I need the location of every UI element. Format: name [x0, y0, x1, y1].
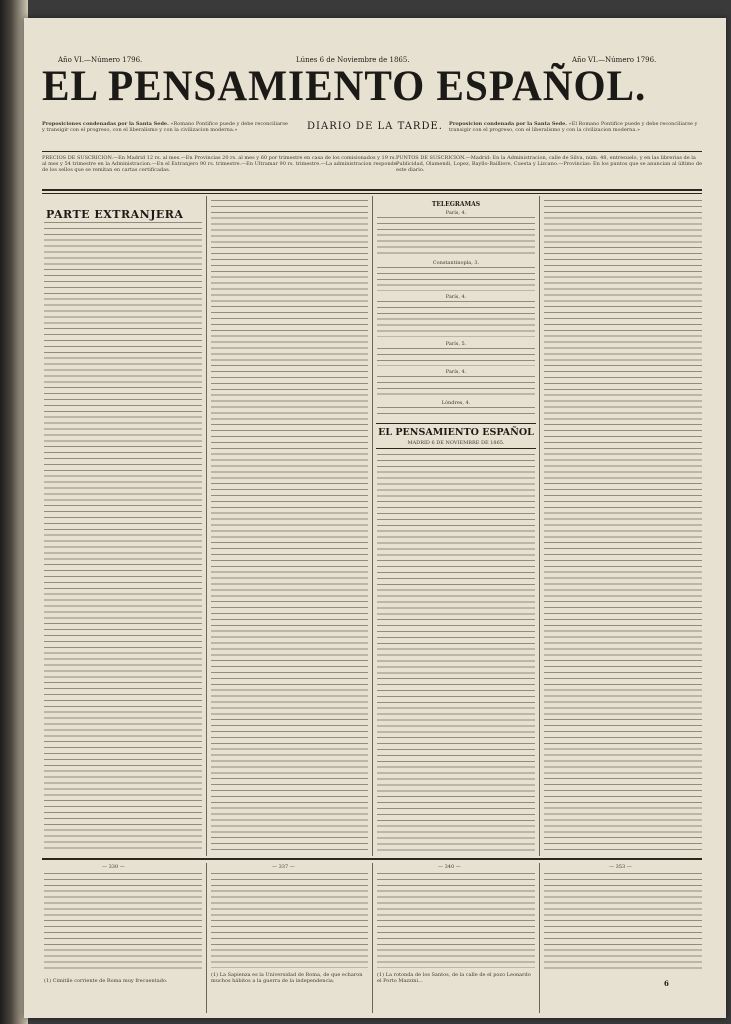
issue-number-left: Año VI.—Número 1796. [58, 56, 143, 64]
feuilleton-page-number: — 330 — [102, 864, 125, 870]
feuilleton-rule [42, 858, 702, 860]
proposition-right-text: «El Romano Pontifice puede y debe reconciliarse y transigir con el progreso, con el liberalismo y con la civilizacion moderna.» [449, 121, 698, 133]
telegram-text [377, 217, 535, 257]
subscription-prices: PRECIOS DE SUSCRICION.—En Madrid 12 rs. al mes.—En Provincias 20 rs. al mes y 60 por trimestre en casa de los comisionados y 19 rs. al mes y 54 trimestre en la Administracion.—En el Extranjero 90 rs. trimestre.—En Ultramar 90 rs. trimestre.—La administracion responde de los sellos que se remitan en cartas certificadas. [42, 155, 397, 173]
box-rule-bottom [376, 448, 536, 449]
editorial-date: MADRID 6 DE NOVIEMBRE DE 1865. [407, 440, 505, 446]
column-4-text [544, 200, 702, 852]
editorial-title: EL PENSAMIENTO ESPAÑOL [378, 427, 534, 438]
proposition-left-heading: Proposiciones condenadas por la Santa Sede. [42, 121, 169, 127]
proposition-left-text: «Romano Pontifice puede y debe reconciliarse y transigir con el progreso, con el liberalismo y con la civilizacion moderna.» [42, 121, 288, 133]
feuilleton-page-number: — 353 — [609, 864, 632, 870]
proposition-right [449, 121, 704, 133]
telegram-dateline: París, 4. [445, 369, 467, 375]
proposition-right-heading: Proposicion condenada por la Santa Sede. [449, 121, 568, 127]
telegram-dateline: París, 4. [445, 210, 467, 216]
telegram-text [377, 407, 535, 419]
feuilleton-col-1 [44, 873, 202, 973]
telegram-text [377, 348, 535, 366]
column-2-text [211, 200, 368, 852]
telegram-dateline: Constantinopla, 3. [432, 260, 480, 266]
feuilleton-page-number: — 337 — [272, 864, 295, 870]
telegrams-heading: TELEGRAMAS [431, 201, 481, 208]
telegram-dateline: París, 4. [445, 294, 467, 300]
newspaper-page [24, 18, 726, 1018]
column-rule [539, 196, 540, 856]
proposition-left [42, 121, 292, 133]
feuilleton-col-2 [211, 873, 368, 968]
masthead-title: EL PENSAMIENTO ESPAÑOL. [42, 63, 647, 110]
column-rule [206, 196, 207, 856]
column-rule [372, 196, 373, 856]
column-3-text [377, 454, 535, 852]
column-rule [539, 863, 540, 1013]
telegram-text [377, 376, 535, 398]
telegram-text [377, 267, 535, 291]
header-divider [42, 151, 702, 152]
subscription-points: PUNTOS DE SUSCRICION.—Madrid: En la Administracion, calle de Silva, núm. 48, entresuelo, y en las librerias de la Publicidad, Olamendi, Lopez, Bayllo-Bailliere, Cuesta y Lizcano.—Provincias: En los puntos que se anuncian al último de este diario. [396, 155, 703, 173]
header-rule-thin [42, 193, 702, 194]
page-ornament: 6 [664, 979, 669, 988]
feuilleton-col-3 [377, 873, 535, 968]
telegram-dateline: París, 5. [445, 341, 467, 347]
header-double-rule [42, 189, 702, 191]
feuilleton-page-number: — 340 — [438, 864, 461, 870]
issue-number-right: Año VI.—Número 1796. [572, 56, 657, 64]
telegram-dateline: Lóndres, 4. [441, 400, 471, 406]
footnote-2: (1) La Sapienza es la Universidad de Roma, de que echaron muchos hábitos a la guerra de la independencia. [211, 972, 363, 984]
column-rule [372, 863, 373, 1013]
column-1-text [44, 222, 202, 852]
column-rule [206, 863, 207, 1013]
footnote-1: (1) Cimitile corriente de Roma muy frecuentado. [44, 978, 168, 984]
footnote-3: (1) La rotonda de los Santos, de la calle de el pozo Leonardo el Porto Mazzini... [377, 972, 531, 984]
telegram-text [377, 301, 535, 337]
masthead-subtitle: DIARIO DE LA TARDE. [307, 121, 443, 132]
issue-date: Lúnes 6 de Noviembre de 1865. [296, 56, 410, 64]
feuilleton-col-4 [544, 873, 702, 973]
box-rule-top [376, 423, 536, 424]
section-foreign-heading: PARTE EXTRANJERA [46, 208, 184, 221]
